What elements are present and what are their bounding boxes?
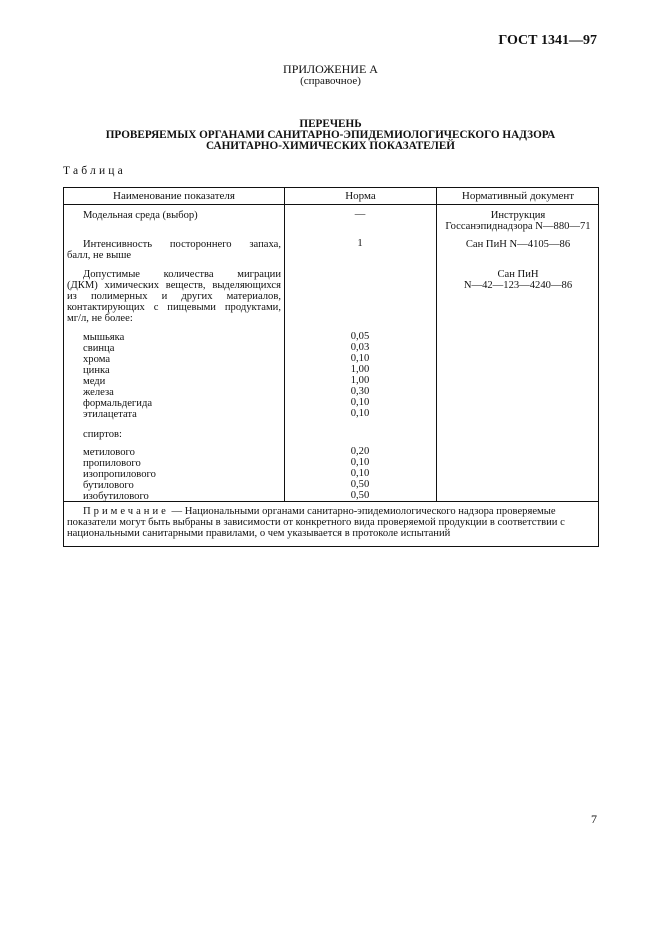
appendix-subtitle: (справочное): [300, 75, 361, 87]
substance-value: 0,05: [350, 331, 370, 342]
row-migration-doc: Сан ПиН N—42—123—4240—86: [463, 269, 573, 291]
substance-value: 0,10: [350, 353, 370, 364]
alcohol-value: 0,10: [350, 468, 370, 479]
row-model-medium-norm: —: [354, 209, 366, 220]
alcohol-value: 0,50: [350, 490, 370, 501]
appendix-title: ПРИЛОЖЕНИЕ А: [283, 62, 378, 76]
substance-value: 0,03: [350, 342, 370, 353]
alcohols-heading: спиртов:: [83, 429, 122, 440]
substance-value: 0,10: [350, 408, 370, 419]
header-regulatory-doc: Нормативный документ: [461, 190, 575, 202]
document-title: [0, 119, 661, 152]
standard-number: ГОСТ 1341—97: [498, 33, 597, 48]
substance-value: 0,10: [350, 397, 370, 408]
substance-name: свинца: [83, 343, 115, 354]
alcohol-name: изопропилового: [83, 469, 156, 480]
table-note: [67, 506, 595, 539]
note-label: Примечание: [83, 506, 169, 517]
header-divider: [64, 204, 598, 205]
title-line: САНИТАРНО-ХИМИЧЕСКИХ ПОКАЗАТЕЛЕЙ: [205, 140, 456, 152]
alcohol-name: изобутилового: [83, 491, 149, 502]
substance-name: хрома: [83, 354, 111, 365]
header-indicator-name: Наименование показателя: [113, 190, 235, 202]
note-text: — Национальными органами санитарно-эпидемиологического надзора проверяемые показатели могут быть выбраны в зависимости от конкретного вида проверяемой продукции в соответствии с национальными санитарными правилами, о чем указывается в протоколе испытаний: [67, 506, 565, 539]
row-odor-name: Интенсивность постороннего запаха, балл, не выше: [67, 239, 281, 261]
row-odor-doc: Сан ПиН N—4105—86: [465, 239, 571, 250]
table-label: Таблица: [63, 165, 126, 177]
substance-value: 0,30: [350, 386, 370, 397]
substance-name: этилацетата: [83, 409, 137, 420]
substance-name: меди: [83, 376, 106, 387]
column-divider: [436, 188, 437, 502]
alcohol-name: бутилового: [83, 480, 134, 491]
row-model-medium-doc: Инструкция Госсанэпиднадзора N—880—71: [445, 210, 591, 232]
row-odor-norm: 1: [357, 238, 363, 249]
alcohol-value: 0,10: [350, 457, 370, 468]
indicators-table: [63, 187, 599, 547]
alcohol-value: 0,50: [350, 479, 370, 490]
substance-name: формальдегида: [83, 398, 153, 409]
header-norm: Норма: [345, 190, 376, 202]
title-line: ПЕРЕЧЕНЬ: [299, 118, 362, 130]
column-divider: [284, 188, 285, 502]
alcohol-name: пропилового: [83, 458, 141, 469]
substance-name: железа: [83, 387, 114, 398]
row-migration-name: Допустимые количества миграции (ДКМ) химических веществ, выделяющихся из полимерных и других материалов, контактирующих с пищевыми продуктами, мг/л, не более:: [67, 269, 281, 324]
row-model-medium-name: Модельная среда (выбор): [83, 210, 198, 221]
substance-name: мышьяка: [83, 332, 125, 343]
page-number: 7: [591, 812, 597, 826]
substance-name: цинка: [83, 365, 110, 376]
substance-value: 1,00: [350, 375, 370, 386]
alcohol-value: 0,20: [350, 446, 370, 457]
alcohol-name: метилового: [83, 447, 135, 458]
substance-value: 1,00: [350, 364, 370, 375]
title-line: ПРОВЕРЯЕМЫХ ОРГАНАМИ САНИТАРНО-ЭПИДЕМИОЛОГИЧЕСКОГО НАДЗОРА: [105, 129, 556, 141]
